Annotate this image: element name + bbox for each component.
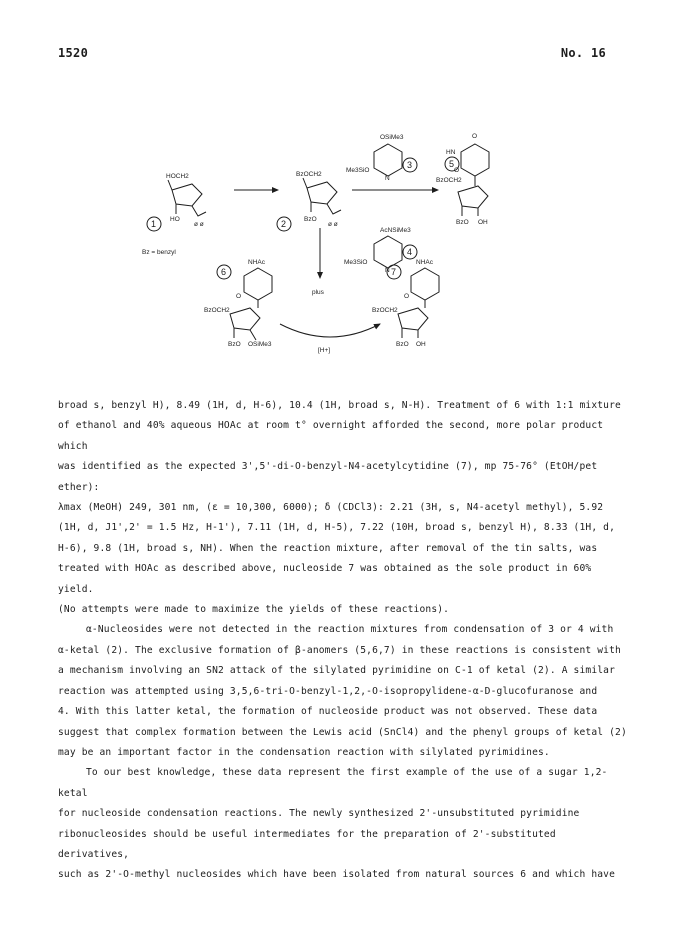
- compound-6-sugar: [230, 308, 260, 330]
- svg-text:Me3SiO: Me3SiO: [344, 259, 368, 266]
- text-line: a mechanism involving an SN2 attack of the silylated pyrimidine on C-1 of ketal (2). A similar: [58, 665, 616, 677]
- svg-text:BzO: BzO: [228, 341, 241, 348]
- compound-2-ring: [307, 182, 337, 204]
- text-line: (1H, d, J1',2' = 1.5 Hz, H-1'), 7.11 (1H, d, H-5), 7.22 (10H, broad s, benzyl H), 8.33 (1H, d,: [58, 522, 616, 534]
- arrow-6-to-7: [280, 324, 380, 337]
- compound-number-4: [403, 245, 417, 259]
- compound-number-2: [277, 217, 291, 231]
- text-line: broad s, benzyl H), 8.49 (1H, d, H-6), 10.4 (1H, broad s, N-H). Treatment of 6 with 1:1 mixture: [58, 400, 621, 411]
- svg-text:HN: HN: [446, 149, 456, 156]
- issue-number: No. 16: [560, 46, 606, 60]
- bz-definition: Bz = benzyl: [142, 249, 176, 256]
- page-number: 1520: [58, 46, 89, 60]
- compound-7-ring: [411, 268, 439, 300]
- svg-text:ø ø: ø ø: [328, 221, 338, 228]
- svg-text:OH: OH: [416, 341, 426, 348]
- compound-number-5: [445, 157, 459, 171]
- compound-7-sugar: [398, 308, 428, 330]
- svg-text:O: O: [454, 167, 460, 174]
- svg-text:7: 7: [391, 267, 397, 277]
- svg-text:O: O: [472, 133, 478, 140]
- text-line: was identified as the expected 3',5'-di-O-benzyl-N4-acetylcytidine (7), mp 75-76° (EtOH/pet ether):: [58, 461, 598, 493]
- text-line: of ethanol and 40% aqueous HOAc at room t° overnight afforded the second, more polar product which: [58, 420, 604, 452]
- svg-text:BzO: BzO: [456, 219, 469, 226]
- svg-text:BzOCH2: BzOCH2: [296, 171, 322, 178]
- svg-text:NHAc: NHAc: [248, 259, 265, 266]
- svg-text:BzO: BzO: [396, 341, 409, 348]
- svg-text:OSiMe3: OSiMe3: [380, 134, 404, 141]
- compound-number-1: [147, 217, 161, 231]
- body-text: [58, 396, 628, 886]
- svg-text:BzOCH2: BzOCH2: [204, 307, 230, 314]
- reaction-scheme: [140, 128, 640, 380]
- text-line: such as 2'-O-methyl nucleosides which have been isolated from natural sources 6 and which have: [58, 869, 616, 881]
- compound-5-sugar: [458, 186, 488, 208]
- svg-text:5: 5: [449, 159, 455, 169]
- text-line: To our best knowledge, these data represent the first example of the use of a sugar 1,2-ketal: [58, 767, 608, 799]
- svg-text:AcNSiMe3: AcNSiMe3: [380, 227, 411, 234]
- compound-1-sub: HOCH2: [166, 173, 189, 180]
- text-line: suggest that complex formation between the Lewis acid (SnCl4) and the phenyl groups of ketal (2): [58, 726, 627, 738]
- svg-text:6: 6: [221, 267, 227, 277]
- compound-1-ring: [172, 184, 202, 206]
- text-line: for nucleoside condensation reactions. The newly synthesized 2'-unsubstituted pyrimidine: [58, 808, 580, 820]
- text-line: H-6), 9.8 (1H, broad s, NH). When the reaction mixture, after removal of the tin salts, was: [58, 542, 598, 554]
- svg-text:Me3SiO: Me3SiO: [346, 167, 370, 174]
- compound-number-6: [217, 265, 231, 279]
- svg-text:ø ø: ø ø: [194, 221, 204, 228]
- svg-text:BzO: BzO: [304, 216, 317, 223]
- svg-text:OSiMe3: OSiMe3: [248, 341, 272, 348]
- plus-label: plus: [312, 289, 324, 296]
- svg-text:O: O: [404, 293, 410, 300]
- compound-6-ring: [244, 268, 272, 300]
- text-line: treated with HOAc as described above, nucleoside 7 was obtained as the sole product in 60% yield.: [58, 563, 592, 595]
- svg-text:O: O: [236, 293, 242, 300]
- text-line: λmax (MeOH) 249, 301 nm, (ε = 10,300, 6000); δ (CDCl3): 2.21 (3H, s, N4-acetyl methyl), 5.92: [58, 502, 604, 514]
- text-line: ribonucleosides should be useful intermediates for the preparation of 2'-substituted derivatives,: [58, 828, 556, 860]
- svg-text:HO: HO: [170, 216, 180, 223]
- text-line: reaction was attempted using 3,5,6-tri-O-benzyl-1,2,-O-isopropylidene-α-D-glucofuranose and: [58, 685, 598, 697]
- svg-text:BzOCH2: BzOCH2: [372, 307, 398, 314]
- text-line: (No attempts were made to maximize the yields of these reactions).: [58, 604, 450, 616]
- svg-text:BzOCH2: BzOCH2: [436, 177, 462, 184]
- svg-text:NHAc: NHAc: [416, 259, 433, 266]
- text-line: α-Nucleosides were not detected in the reaction mixtures from condensation of 3 or 4 with: [86, 624, 614, 636]
- svg-text:OH: OH: [478, 219, 488, 226]
- text-line: may be an important factor in the condensation reaction with silylated pyrimidines.: [58, 746, 550, 758]
- svg-text:N: N: [385, 175, 390, 182]
- svg-text:2: 2: [281, 219, 287, 229]
- svg-text:4: 4: [407, 247, 413, 257]
- compound-number-3: [403, 158, 417, 172]
- svg-text:N: N: [385, 267, 390, 274]
- text-line: 4. With this latter ketal, the formation of nucleoside product was not observed. These data: [58, 706, 598, 718]
- compound-5-ring: [461, 144, 489, 176]
- compound-3-ring: [374, 144, 402, 176]
- svg-text:3: 3: [407, 160, 413, 170]
- catalyst-label: [H+]: [318, 347, 331, 354]
- text-line: α-ketal (2). The exclusive formation of β-anomers (5,6,7) in these reactions is consistent with: [58, 644, 621, 656]
- svg-text:1: 1: [151, 219, 157, 229]
- compound-4-ring: [374, 236, 402, 268]
